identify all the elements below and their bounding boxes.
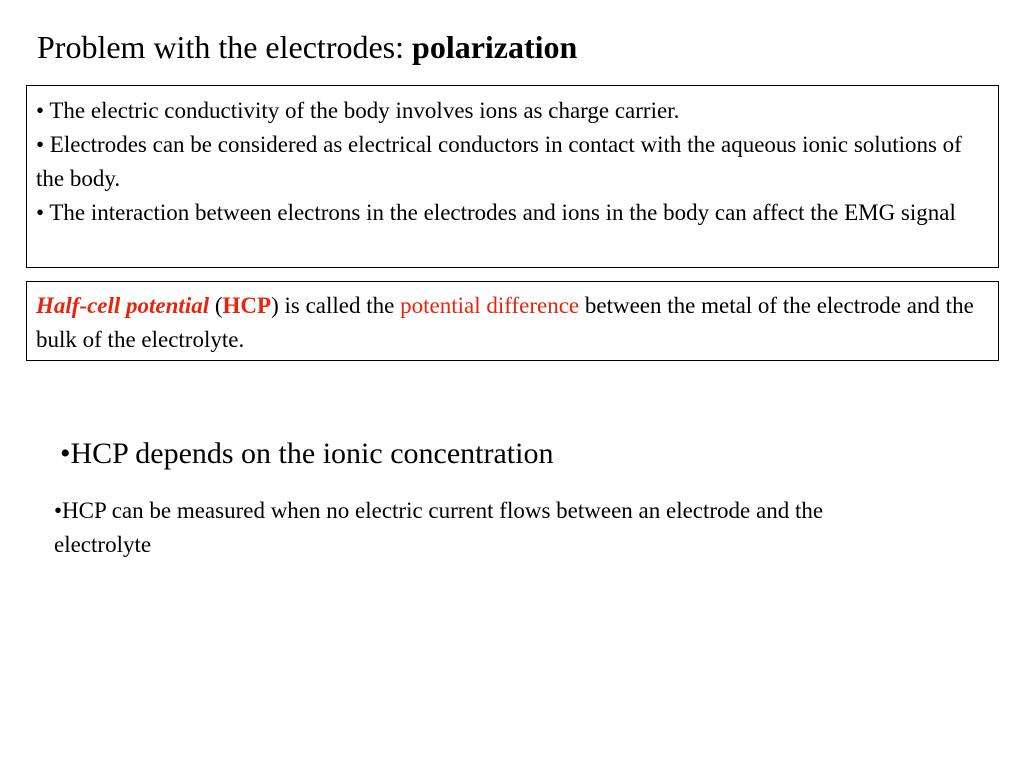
hcp-open-paren: (: [209, 293, 223, 318]
hcp-abbreviation: HCP: [222, 293, 272, 318]
bullet-item-interaction: • The interaction between electrons in the electrodes and ions in the body can affect the EMG signal: [36, 200, 956, 225]
slide-title: [37, 26, 577, 68]
bullets-box: [26, 85, 999, 268]
hcp-highlight: potential difference: [400, 293, 580, 318]
hcp-definition-box: [26, 281, 999, 361]
hcp-end-text: between the metal of the electrode and the bulk of the electrolyte.: [36, 293, 974, 352]
point-measurement: •HCP can be measured when no electric current flows between an electrode and the electrolyte: [54, 498, 824, 557]
point-ionic-concentration: •HCP depends on the ionic concentration: [60, 437, 554, 470]
hcp-definition-text: [36, 289, 990, 357]
hcp-term: Half-cell potential: [36, 293, 210, 318]
bullet-item-electrodes: • Electrodes can be considered as electrical conductors in contact with the aqueous ionic solutions of the body.: [36, 132, 962, 191]
hcp-mid-text: ) is called the: [271, 293, 401, 318]
bullet-item-conductivity: • The electric conductivity of the body involves ions as charge carrier.: [36, 98, 680, 123]
title-emphasis: polarization: [412, 29, 578, 65]
title-main: Problem with the electrodes:: [37, 29, 413, 65]
